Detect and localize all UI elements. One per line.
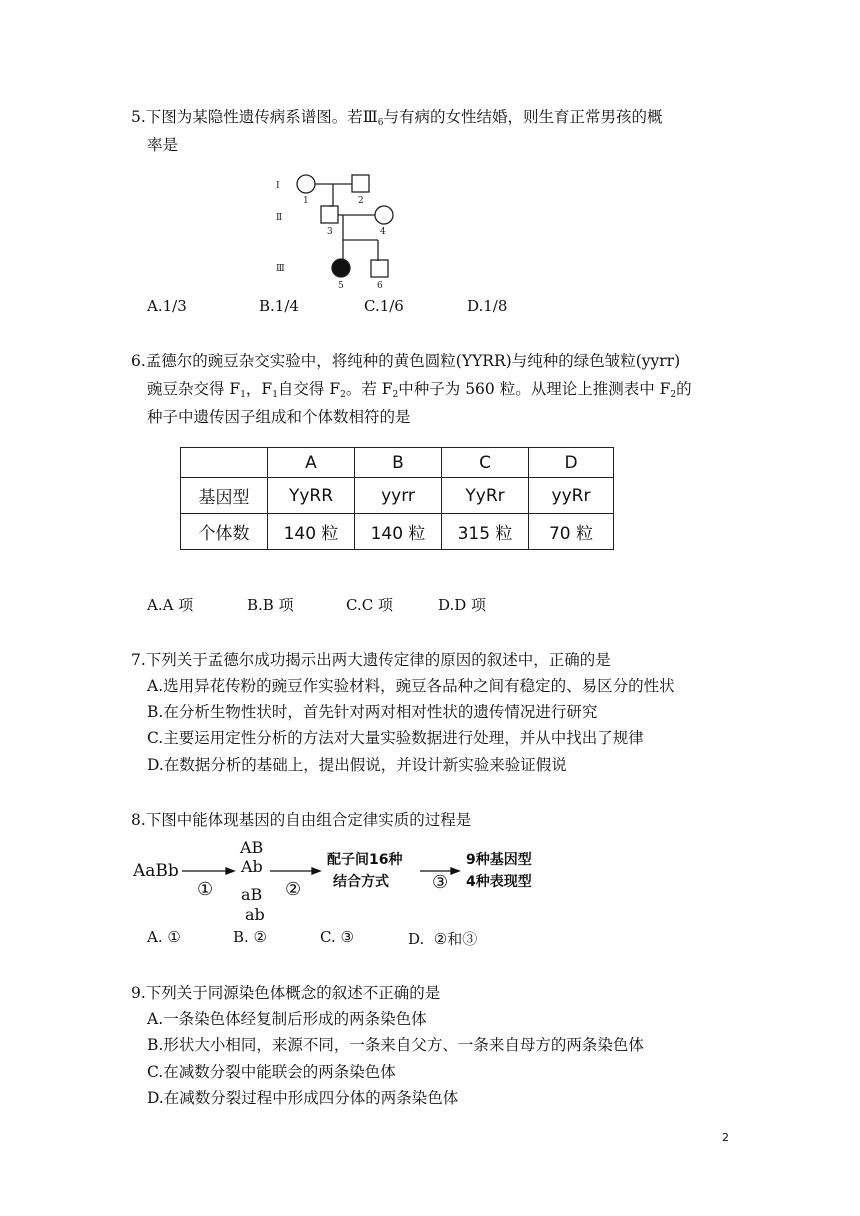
pedigree-id-5: 5 bbox=[338, 281, 344, 290]
flow-start: AaBb bbox=[133, 861, 179, 881]
table-header-row bbox=[181, 448, 614, 478]
q7-option-a: A.选用异花传粉的豌豆作实验材料，豌豆各品种之间有稳定的、易区分的性状 bbox=[147, 677, 675, 695]
pedigree-male-2 bbox=[352, 175, 369, 192]
q6-stem-line3: 种子中遗传因子组成和个体数相符的是 bbox=[147, 408, 411, 426]
gamete-ab-lower1: aB bbox=[241, 885, 263, 904]
pedigree-id-6: 6 bbox=[377, 281, 383, 290]
table-row bbox=[181, 514, 614, 550]
pedigree-id-4: 4 bbox=[380, 227, 386, 237]
pedigree-male-6 bbox=[371, 260, 388, 277]
q8-flow-diagram bbox=[130, 838, 570, 924]
q6-table bbox=[180, 447, 614, 550]
table-cell: 140 粒 bbox=[268, 514, 355, 550]
q6-option-d: D.D 项 bbox=[438, 596, 487, 614]
q5-option-b: B.1/4 bbox=[259, 297, 299, 315]
table-cell: YyRr bbox=[442, 478, 529, 514]
table-cell: yyRr bbox=[529, 478, 614, 514]
table-cell: yyrr bbox=[355, 478, 442, 514]
gen-label-1: Ⅰ bbox=[276, 181, 280, 191]
q5-option-d: D.1/8 bbox=[467, 297, 508, 315]
table-cell: 基因型 bbox=[181, 478, 268, 514]
gamete-ab-mixed: Ab bbox=[241, 857, 263, 876]
table-cell: 个体数 bbox=[181, 514, 268, 550]
flow-end-line2: 4种表现型 bbox=[466, 874, 532, 890]
table-cell bbox=[181, 448, 268, 478]
q6-option-b: B.B 项 bbox=[247, 596, 294, 614]
pedigree-female-1 bbox=[297, 175, 315, 193]
q5-stem-line2: 率是 bbox=[147, 136, 179, 154]
pedigree-id-2: 2 bbox=[358, 196, 364, 206]
q9-stem: 9.下列关于同源染色体概念的叙述不正确的是 bbox=[131, 984, 441, 1002]
pedigree-chart bbox=[268, 168, 398, 290]
table-cell: 140 粒 bbox=[355, 514, 442, 550]
q6-stem-line2: 豌豆杂交得 $F_1$，$F_1$自交得 $F_2$。若 $F_2$中种子为 560 粒。从理论上推测表中 $F_2$的 bbox=[147, 380, 692, 400]
q8-option-b: B. ② bbox=[233, 928, 268, 946]
table-row bbox=[181, 478, 614, 514]
q6-stem-line1: 6.孟德尔的豌豆杂交实验中，将纯种的黄色圆粒(YYRR)与纯种的绿色皱粒(yyrr) bbox=[131, 352, 681, 370]
table-cell: YyRR bbox=[268, 478, 355, 514]
q7-stem: 7.下列关于孟德尔成功揭示出两大遗传定律的原因的叙述中，正确的是 bbox=[131, 651, 611, 669]
flow-end-line1: 9种基因型 bbox=[466, 852, 532, 868]
q7-option-d: D.在数据分析的基础上，提出假说，并设计新实验来验证假说 bbox=[147, 756, 567, 774]
q6-option-c: C.C 项 bbox=[346, 596, 393, 614]
q8-stem: 8.下图中能体现基因的自由组合定律实质的过程是 bbox=[131, 811, 472, 829]
pedigree-female-4 bbox=[375, 206, 393, 224]
table-cell: A bbox=[268, 448, 355, 478]
pedigree-id-3: 3 bbox=[327, 227, 333, 237]
gen-label-3: Ⅲ bbox=[276, 264, 285, 274]
flow-mid-line1: 配子间16种 bbox=[327, 852, 403, 868]
table-cell: 70 粒 bbox=[529, 514, 614, 550]
pedigree-id-1: 1 bbox=[303, 196, 309, 206]
q8-option-c: C. ③ bbox=[320, 928, 354, 946]
q9-option-d: D.在减数分裂过程中形成四分体的两条染色体 bbox=[147, 1089, 459, 1107]
flow-mid-line2: 结合方式 bbox=[333, 874, 389, 890]
step-2-label: ② bbox=[285, 879, 302, 900]
q7-option-c: C.主要运用定性分析的方法对大量实验数据进行处理，并从中找出了规律 bbox=[147, 729, 644, 747]
pedigree-affected-female-5 bbox=[332, 259, 350, 277]
page-number: 2 bbox=[722, 1131, 729, 1144]
q7-option-b: B.在分析生物性状时，首先针对两对相对性状的遗传情况进行研究 bbox=[147, 703, 598, 721]
q8-option-a: A. ① bbox=[147, 928, 181, 946]
q9-option-a: A.一条染色体经复制后形成的两条染色体 bbox=[147, 1010, 427, 1028]
q9-option-c: C.在减数分裂中能联会的两条染色体 bbox=[147, 1063, 396, 1081]
table-cell: B bbox=[355, 448, 442, 478]
gamete-ab-lower2: ab bbox=[245, 905, 265, 924]
q9-option-b: B.形状大小相同，来源不同，一条来自父方、一条来自母方的两条染色体 bbox=[147, 1036, 644, 1054]
q8-option-d: D. ②和③ bbox=[408, 930, 478, 948]
table-cell: 315 粒 bbox=[442, 514, 529, 550]
q5-option-a: A.1/3 bbox=[147, 297, 187, 315]
q5-option-c: C.1/6 bbox=[364, 297, 404, 315]
q5-stem-line1: 5.下图为某隐性遗传病系谱图。若$Ⅲ_6$与有病的女性结婚，则生育正常男孩的概 bbox=[131, 108, 663, 128]
gen-label-2: Ⅱ bbox=[276, 213, 283, 223]
q6-option-a: A.A 项 bbox=[147, 596, 194, 614]
table-cell: D bbox=[529, 448, 614, 478]
step-3-label: ③ bbox=[432, 872, 449, 893]
pedigree-male-3 bbox=[321, 206, 338, 223]
gamete-ab-upper: AB bbox=[240, 838, 264, 857]
step-1-label: ① bbox=[197, 879, 214, 900]
table-cell: C bbox=[442, 448, 529, 478]
